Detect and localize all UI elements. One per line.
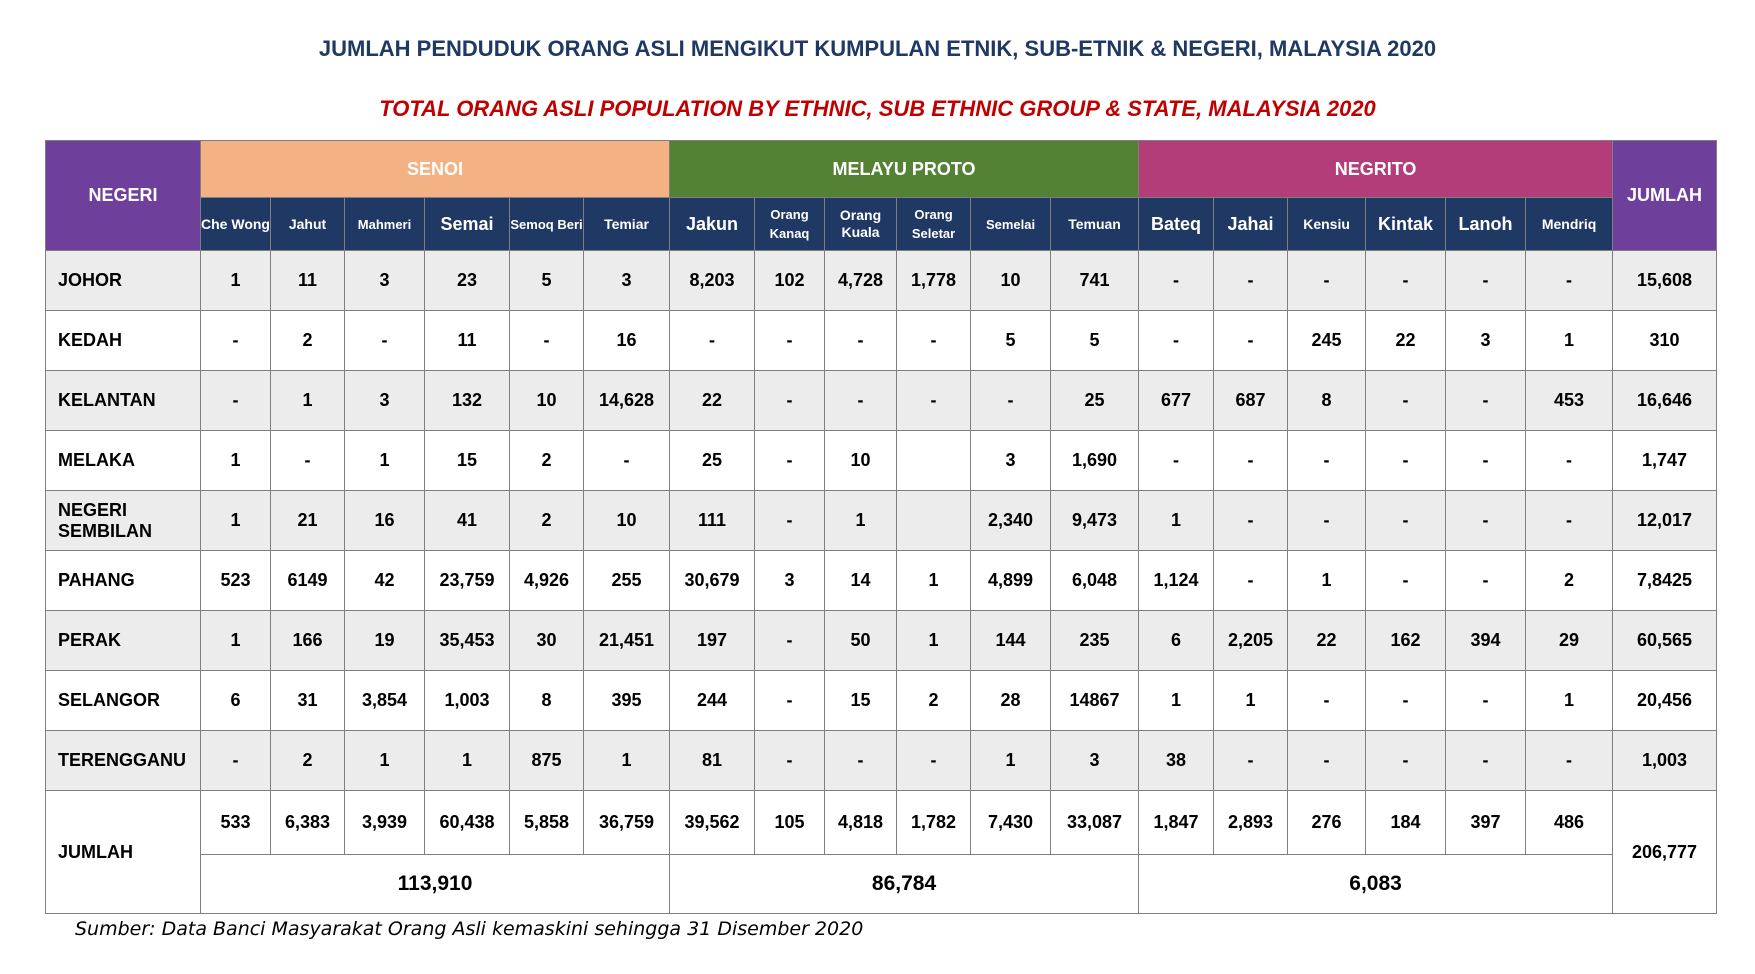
source-note: Sumber: Data Banci Masyarakat Orang Asli kemaskini sehingga 31 Disember 2020 [75,918,864,940]
value-cell: 22 [1288,611,1366,671]
group-total-negrito: 6,083 [1139,855,1613,914]
value-cell: 5 [971,311,1051,371]
value-cell: 81 [670,731,755,791]
value-cell: 23,759 [425,551,510,611]
grand-total: 206,777 [1613,791,1717,914]
value-cell: 14 [825,551,897,611]
table-row [46,731,1717,791]
table-row [46,611,1717,671]
value-cell: - [1214,731,1288,791]
value-cell: 50 [825,611,897,671]
total-cell: 20,456 [1613,671,1717,731]
state-cell: PERAK [46,611,201,671]
subheader: Che Wong [201,198,271,251]
sum-cell: 5,858 [510,791,584,855]
value-cell: 453 [1526,371,1613,431]
value-cell: 1 [1139,671,1214,731]
sum-cell: 33,087 [1051,791,1139,855]
value-cell: 523 [201,551,271,611]
value-cell: - [1446,431,1526,491]
value-cell: 2 [1526,551,1613,611]
value-cell: 10 [584,491,670,551]
state-line: NEGERI [58,499,128,520]
total-cell: 60,565 [1613,611,1717,671]
value-cell [897,431,971,491]
population-table [45,140,1717,914]
value-cell: 1 [1288,551,1366,611]
value-cell: - [1288,251,1366,311]
state-cell: PAHANG [46,551,201,611]
value-cell: - [755,731,825,791]
value-cell: 2 [897,671,971,731]
value-cell: 14867 [1051,671,1139,731]
value-cell: 25 [670,431,755,491]
value-cell: - [1214,251,1288,311]
state-line: SEMBILAN [58,520,152,541]
value-cell: 1 [271,371,345,431]
value-cell: - [1366,551,1446,611]
value-cell: 245 [1288,311,1366,371]
value-cell: 30 [510,611,584,671]
value-cell: 25 [1051,371,1139,431]
value-cell: - [1526,251,1613,311]
value-cell: 5 [510,251,584,311]
value-cell: 3 [1446,311,1526,371]
value-cell: 3 [345,251,425,311]
value-cell: 10 [971,251,1051,311]
value-cell: - [897,311,971,371]
value-cell: - [971,371,1051,431]
value-cell: 35,453 [425,611,510,671]
value-cell: 14,628 [584,371,670,431]
value-cell: - [1139,251,1214,311]
state-cell: MELAKA [46,431,201,491]
value-cell [897,491,971,551]
value-cell: - [201,371,271,431]
sum-cell: 36,759 [584,791,670,855]
value-cell: 132 [425,371,510,431]
value-cell: 15 [825,671,897,731]
total-cell: 12,017 [1613,491,1717,551]
page-subtitle: TOTAL ORANG ASLI POPULATION BY ETHNIC, SUB ETHNIC GROUP & STATE, MALAYSIA 2020 [379,96,1376,121]
value-cell: 3 [971,431,1051,491]
subheader: Orang Kuala [825,198,897,251]
value-cell: - [755,431,825,491]
value-cell: 42 [345,551,425,611]
subheader: Kensiu [1288,198,1366,251]
value-cell: 394 [1446,611,1526,671]
table-row [46,491,1717,551]
value-cell: - [1446,551,1526,611]
value-cell: 2,340 [971,491,1051,551]
value-cell: - [1139,311,1214,371]
subheader: Semelai [971,198,1051,251]
value-cell: - [1366,371,1446,431]
value-cell: 10 [825,431,897,491]
value-cell: 11 [271,251,345,311]
value-cell: 3 [584,251,670,311]
value-cell: 10 [510,371,584,431]
state-cell: KEDAH [46,311,201,371]
value-cell: 1 [897,611,971,671]
header-negeri: NEGERI [46,141,201,251]
table-row [46,371,1717,431]
value-cell: - [510,311,584,371]
value-cell: 3,854 [345,671,425,731]
state-cell: TERENGGANU [46,731,201,791]
value-cell: 1 [1526,311,1613,371]
value-cell: - [584,431,670,491]
value-cell: - [1366,251,1446,311]
value-cell: - [1214,491,1288,551]
sum-cell: 7,430 [971,791,1051,855]
value-cell: 21,451 [584,611,670,671]
value-cell: 875 [510,731,584,791]
value-cell: 111 [670,491,755,551]
value-cell: 8 [510,671,584,731]
value-cell: 29 [1526,611,1613,671]
value-cell: - [1366,431,1446,491]
value-cell: - [825,371,897,431]
sum-cell: 184 [1366,791,1446,855]
value-cell: 16 [584,311,670,371]
value-cell: - [670,311,755,371]
value-cell: 16 [345,491,425,551]
value-cell: 6149 [271,551,345,611]
value-cell: - [1526,731,1613,791]
value-cell: 1 [1214,671,1288,731]
value-cell: - [1526,431,1613,491]
value-cell: - [825,311,897,371]
sum-row [46,791,1717,855]
value-cell: 31 [271,671,345,731]
subheader: Bateq [1139,198,1214,251]
value-cell: 2 [510,431,584,491]
value-cell: 166 [271,611,345,671]
table-row [46,551,1717,611]
value-cell: 1 [201,491,271,551]
value-cell: 4,728 [825,251,897,311]
value-cell: 2,205 [1214,611,1288,671]
group-total-melayu-proto: 86,784 [670,855,1139,914]
value-cell: 1,003 [425,671,510,731]
value-cell: 1 [201,611,271,671]
value-cell: 9,473 [1051,491,1139,551]
subheader: Jahut [271,198,345,251]
value-cell: 1,124 [1139,551,1214,611]
group-header-senoi: SENOI [201,141,670,198]
sum-cell: 39,562 [670,791,755,855]
value-cell: - [897,731,971,791]
value-cell: - [1288,731,1366,791]
value-cell: 2 [510,491,584,551]
value-cell: 1 [201,251,271,311]
subheader: Temuan [1051,198,1139,251]
sum-cell: 1,847 [1139,791,1214,855]
value-cell: 3 [755,551,825,611]
value-cell: - [345,311,425,371]
value-cell: 4,899 [971,551,1051,611]
value-cell: 5 [1051,311,1139,371]
state-cell: SELANGOR [46,671,201,731]
value-cell: 8,203 [670,251,755,311]
sum-cell: 3,939 [345,791,425,855]
value-cell: - [1288,671,1366,731]
sum-cell: 1,782 [897,791,971,855]
subheader: Jahai [1214,198,1288,251]
state-cell: JOHOR [46,251,201,311]
total-cell: 1,003 [1613,731,1717,791]
subheader: Semoq Beri [510,198,584,251]
value-cell: 1,690 [1051,431,1139,491]
sum-cell: 6,383 [271,791,345,855]
state-cell [46,491,201,551]
value-cell: 6 [201,671,271,731]
value-cell: 41 [425,491,510,551]
value-cell: 2 [271,311,345,371]
subheader: Orang Kanaq [755,198,825,251]
value-cell: 3 [345,371,425,431]
value-cell: 1 [345,731,425,791]
total-cell: 310 [1613,311,1717,371]
value-cell: 1 [971,731,1051,791]
value-cell: 3 [1051,731,1139,791]
value-cell: 22 [670,371,755,431]
value-cell: 4,926 [510,551,584,611]
value-cell: 6,048 [1051,551,1139,611]
value-cell: - [1526,491,1613,551]
subheader: Lanoh [1446,198,1526,251]
subheader: Jakun [670,198,755,251]
header-jumlah: JUMLAH [1613,141,1717,251]
sum-label: JUMLAH [46,791,201,914]
value-cell: 11 [425,311,510,371]
subheader: Kintak [1366,198,1446,251]
value-cell: 197 [670,611,755,671]
value-cell: 28 [971,671,1051,731]
value-cell: - [755,611,825,671]
total-cell: 15,608 [1613,251,1717,311]
value-cell: - [1446,251,1526,311]
value-cell: - [755,491,825,551]
value-cell: 102 [755,251,825,311]
table-row [46,251,1717,311]
value-cell: 1,778 [897,251,971,311]
value-cell: - [1288,491,1366,551]
sum-cell: 60,438 [425,791,510,855]
value-cell: - [1366,731,1446,791]
value-cell: 144 [971,611,1051,671]
value-cell: 23 [425,251,510,311]
value-cell: 2 [271,731,345,791]
group-total-senoi: 113,910 [201,855,670,914]
sum-cell: 533 [201,791,271,855]
table-row [46,431,1717,491]
subheader: Orang Seletar [897,198,971,251]
value-cell: 1 [897,551,971,611]
value-cell: 1 [345,431,425,491]
value-cell: - [1214,551,1288,611]
subheader: Semai [425,198,510,251]
subheader: Mendriq [1526,198,1613,251]
table-row [46,311,1717,371]
group-header-negrito: NEGRITO [1139,141,1613,198]
sum-cell: 2,893 [1214,791,1288,855]
sum-cell: 105 [755,791,825,855]
value-cell: 687 [1214,371,1288,431]
value-cell: 235 [1051,611,1139,671]
value-cell: - [1366,671,1446,731]
value-cell: - [201,311,271,371]
value-cell: 162 [1366,611,1446,671]
value-cell: 22 [1366,311,1446,371]
group-sum-row [46,855,1717,914]
value-cell: - [755,311,825,371]
value-cell: 1 [584,731,670,791]
value-cell: 38 [1139,731,1214,791]
total-cell: 7,8425 [1613,551,1717,611]
sum-cell: 276 [1288,791,1366,855]
value-cell: 741 [1051,251,1139,311]
sum-cell: 4,818 [825,791,897,855]
value-cell: - [271,431,345,491]
value-cell: 395 [584,671,670,731]
value-cell: 1 [825,491,897,551]
value-cell: - [755,371,825,431]
value-cell: - [1214,311,1288,371]
value-cell: 1 [1526,671,1613,731]
value-cell: - [1288,431,1366,491]
state-cell: KELANTAN [46,371,201,431]
total-cell: 1,747 [1613,431,1717,491]
value-cell: - [1446,491,1526,551]
table-row [46,671,1717,731]
page-title: JUMLAH PENDUDUK ORANG ASLI MENGIKUT KUMPULAN ETNIK, SUB-ETNIK & NEGERI, MALAYSIA 2020 [318,36,1437,61]
value-cell: 15 [425,431,510,491]
value-cell: 255 [584,551,670,611]
subheader: Mahmeri [345,198,425,251]
value-cell: 244 [670,671,755,731]
value-cell: 6 [1139,611,1214,671]
value-cell: 1 [201,431,271,491]
value-cell: - [1446,731,1526,791]
value-cell: - [201,731,271,791]
value-cell: - [825,731,897,791]
value-cell: - [897,371,971,431]
value-cell: - [1139,431,1214,491]
sum-cell: 486 [1526,791,1613,855]
total-cell: 16,646 [1613,371,1717,431]
value-cell: 1 [425,731,510,791]
value-cell: 19 [345,611,425,671]
value-cell: - [755,671,825,731]
value-cell: - [1214,431,1288,491]
value-cell: - [1366,491,1446,551]
value-cell: 1 [1139,491,1214,551]
value-cell: - [1446,671,1526,731]
value-cell: - [1446,371,1526,431]
value-cell: 21 [271,491,345,551]
sum-cell: 397 [1446,791,1526,855]
subheader: Temiar [584,198,670,251]
group-header-melayu-proto: MELAYU PROTO [670,141,1139,198]
value-cell: 30,679 [670,551,755,611]
value-cell: 8 [1288,371,1366,431]
value-cell: 677 [1139,371,1214,431]
